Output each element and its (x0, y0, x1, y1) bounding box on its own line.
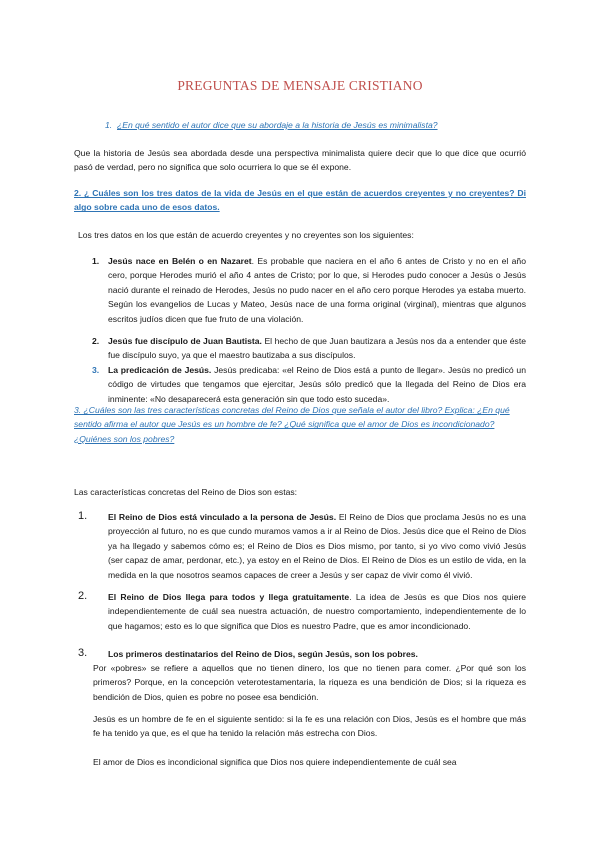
q2-item-3-text: Jesús predicaba: «el Reino de Dios está a punto de llegar». Jesús no predicó un código de virtudes que tengamos que ejercitar, Jesús sólo predicó que la llegada del Reino de Dios era inminente: «No desaparecerá esta generación sin que todo esto suceda». (108, 365, 526, 404)
q3-item-2-heading: El Reino de Dios llega para todos y llega gratuitamente (108, 592, 350, 602)
q3-faith-answer: Jesús es un hombre de fe en el siguiente sentido: si la fe es una relación con Dios, Jesús es el hombre que más fe ha tenido ya que, es el que ha tenido la relación más estrecha con Dios. (93, 714, 526, 739)
q2-item-1-text: . Es probable que naciera en el año 6 antes de Cristo y no en el año cero, porque Herodes murió el año 4 antes de Cristo; por lo que, si Herodes pudo conocer a Jesús o Jesús nació durante el reinado de Herodes, Jesús no pudo nacer en el año cero porque Herodes ya estaba muerto. Según los evangelios de Lucas y Mateo, Jesús nace de una forma original (virginal), mientras que algunos escritos judíos dicen que fue fruto de una violación. (108, 256, 526, 324)
q3-item-1-number: 1. (78, 510, 88, 522)
q2-item-2-number: 2. (92, 336, 100, 346)
q2-intro: Los tres datos en los que están de acuerdo creyentes y no creyentes son los siguientes: (78, 230, 414, 240)
q2-item-2 (108, 334, 526, 363)
q2-item-3-heading: La predicación de Jesús. (108, 365, 212, 375)
q3-item-1 (108, 510, 526, 582)
q2-item-2-text: El hecho de que Juan bautizara a Jesús nos da a entender que éste fue discípulo suyo, ya que el maestro bautizaba a sus discípulos. (108, 336, 526, 361)
q2-item-1-number: 1. (92, 256, 100, 266)
q3-intro: Las características concretas del Reino de Dios son estas: (74, 487, 298, 497)
q2-question: 2. ¿ Cuáles son los tres datos de la vida de Jesús en el que están de acuerdos creyentes y no creyentes? Di algo sobre cada uno de esos datos. (74, 188, 526, 213)
q1-number: 1. (105, 120, 113, 130)
q3-item-3-heading-text: Los primeros destinatarios del Reino de Dios, según Jesús, son los pobres. (108, 649, 418, 659)
q1-question: ¿En qué sentido el autor dice que su abordaje a la historia de Jesús es minimalista? (117, 120, 438, 130)
page-title: PREGUNTAS DE MENSAJE CRISTIANO (177, 78, 423, 93)
q3-question: 3. ¿Cuáles son las tres características concretas del Reino de Dios que señala el autor del libro? Explica: ¿En qué sentido afirma el autor que Jesús es un hombre de fe? ¿Qué significa que el amor de Dios es incondicionado? ¿Quiénes son los pobres? (74, 405, 510, 444)
q2-item-2-heading: Jesús fue discípulo de Juan Bautista. (108, 336, 262, 346)
q2-item-3-number: 3. (92, 365, 100, 375)
q3-item-2-number: 2. (78, 590, 88, 602)
q3-item-3-number: 3. (78, 647, 88, 659)
q3-love-answer: El amor de Dios es incondicional significa que Dios nos quiere independientemente de cuál sea (93, 757, 457, 767)
q3-item-2-text: . La idea de Jesús es que Dios nos quiere independientemente de cuál sea nuestra actuación, de nuestro comportamiento, independientemente de lo que hagamos; esto es lo que significa que Dios es nuestro Padre, que es amor incondicionado. (108, 592, 526, 631)
q2-item-3 (108, 363, 526, 406)
q3-item-3-heading (108, 647, 526, 661)
q3-item-1-heading: El Reino de Dios está vinculado a la persona de Jesús. (108, 512, 337, 522)
q3-item-3-text: Por «pobres» se refiere a aquellos que no tienen dinero, los que no tienen para comer. ¿Por qué son los primeros? Porque, en la concepción veterotestamentaria, la riqueza es una bendición de Dios; si la riqueza es bendición de Dios, quien es pobre no posee esa bendición. (93, 663, 526, 702)
q2-item-1 (108, 254, 526, 326)
q3-item-2 (108, 590, 526, 633)
q1-answer: Que la historia de Jesús sea abordada desde una perspectiva minimalista quiere decir que lo que dice que ocurrió pasó de verdad, pero no significa que solo ocurriera lo que se él expone. (74, 148, 526, 173)
q3-item-1-text: El Reino de Dios que proclama Jesús no es una proyección al futuro, no es que cundo muramos vamos a ir al Reino de Dios. Jesús dice que el Reino de Dios ya ha llegado y sabemos cómo es; el Reino de Dios es Dios mismo, por tanto, si yo vivo como vivió Jesús (ser capaz de amar, perdonar, etc.), ya estoy en el Reino de Dios. El Reino de Dios es un estilo de vida, en la medida en la que nosotros seamos capaces de creer a Jesús y ser capaz de vivir como él vivió. (108, 512, 526, 580)
q2-item-1-heading: Jesús nace en Belén o en Nazaret (108, 256, 252, 266)
